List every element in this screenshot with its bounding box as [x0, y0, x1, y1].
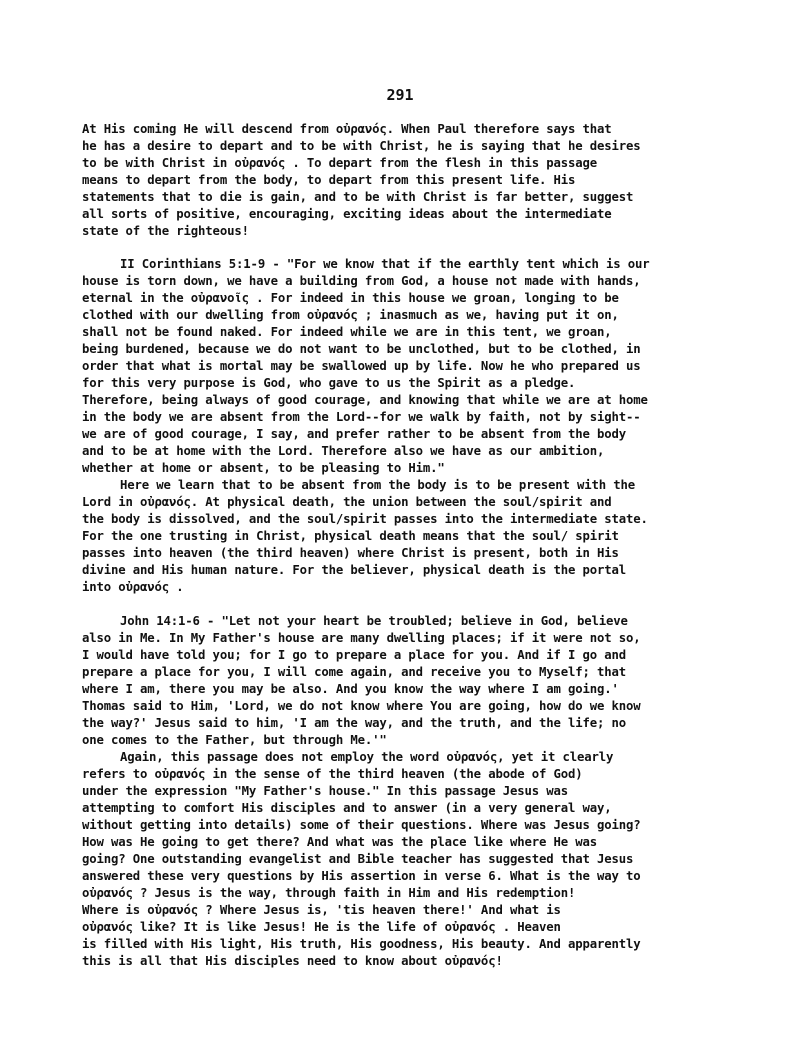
- text-line: house is torn down, we have a building from God, a house not made with hands,: [82, 274, 641, 288]
- paragraph-1: [82, 121, 762, 240]
- text-line: the way?' Jesus said to him, 'I am the way, and the truth, and the life; no: [82, 716, 627, 730]
- text-line: divine and His human nature. For the believer, physical death is the portal: [82, 563, 627, 577]
- text-line: For the one trusting in Christ, physical death means that the soul/ spirit: [82, 529, 619, 543]
- text-line: shall not be found naked. For indeed while we are in this tent, we groan,: [82, 325, 612, 339]
- text-line: Here we learn that to be absent from the body is to be present with the: [120, 478, 635, 492]
- text-line: II Corinthians 5:1-9 - "For we know that if the earthly tent which is our: [120, 257, 650, 271]
- text-line: being burdened, because we do not want to be unclothed, but to be clothed, in: [82, 342, 641, 356]
- text-line: is filled with His light, His truth, His goodness, His beauty. And apparently: [82, 937, 641, 951]
- paragraph-3: [82, 477, 762, 596]
- text-line: where I am, there you may be also. And you know the way where I am going.': [82, 682, 619, 696]
- text-line: in the body we are absent from the Lord--for we walk by faith, not by sight--: [82, 410, 641, 424]
- text-line: into οὐρανός .: [82, 580, 184, 594]
- text-line: Thomas said to Him, 'Lord, we do not know where You are going, how do we know: [82, 699, 641, 713]
- paragraph-2: [82, 256, 762, 477]
- text-line: under the expression "My Father's house." In this passage Jesus was: [82, 784, 568, 798]
- text-line: eternal in the οὐρανοῖς . For indeed in this house we groan, longing to be: [82, 291, 619, 305]
- text-line: statements that to die is gain, and to be with Christ is far better, suggest: [82, 190, 634, 204]
- text-line: state of the righteous!: [82, 224, 249, 238]
- text-line: οὐρανός ? Jesus is the way, through faith in Him and His redemption!: [82, 886, 576, 900]
- text-line: Where is οὐρανός ? Where Jesus is, 'tis heaven there!' And what is: [82, 903, 561, 917]
- text-line: to be with Christ in οὐρανός . To depart from the flesh in this passage: [82, 156, 597, 170]
- text-line: the body is dissolved, and the soul/spirit passes into the intermediate state.: [82, 512, 648, 526]
- text-line: At His coming He will descend from οὐρανός. When Paul therefore says that: [82, 122, 612, 136]
- text-line: whether at home or absent, to be pleasing to Him.": [82, 461, 445, 475]
- text-line: he has a desire to depart and to be with Christ, he is saying that he desires: [82, 139, 641, 153]
- text-line: How was He going to get there? And what was the place like where He was: [82, 835, 597, 849]
- text-line: refers to οὐρανός in the sense of the third heaven (the abode of God): [82, 767, 583, 781]
- text-line: Lord in οὐρανός. At physical death, the union between the soul/spirit and: [82, 495, 612, 509]
- text-line: answered these very questions by His assertion in verse 6. What is the way to: [82, 869, 641, 883]
- text-line: and to be at home with the Lord. Therefore also we have as our ambition,: [82, 444, 605, 458]
- page-number: 291: [386, 86, 414, 104]
- text-line: one comes to the Father, but through Me.'": [82, 733, 387, 747]
- text-line: Therefore, being always of good courage, and knowing that while we are at home: [82, 393, 648, 407]
- text-line: without getting into details) some of their questions. Where was Jesus going?: [82, 818, 641, 832]
- paragraph-4: [82, 613, 762, 749]
- paragraph-5: [82, 749, 762, 970]
- text-line: passes into heaven (the third heaven) where Christ is present, both in His: [82, 546, 619, 560]
- text-line: I would have told you; for I go to prepare a place for you. And if I go and: [82, 648, 627, 662]
- text-line: John 14:1-6 - "Let not your heart be troubled; believe in God, believe: [120, 614, 628, 628]
- text-line: all sorts of positive, encouraging, exciting ideas about the intermediate: [82, 207, 612, 221]
- text-line: this is all that His disciples need to know about οὐρανός!: [82, 954, 503, 968]
- text-line: clothed with our dwelling from οὐρανός ; inasmuch as we, having put it on,: [82, 308, 619, 322]
- text-line: prepare a place for you, I will come again, and receive you to Myself; that: [82, 665, 627, 679]
- text-line: οὐρανός like? It is like Jesus! He is the life of οὐρανός . Heaven: [82, 920, 561, 934]
- text-line: attempting to comfort His disciples and to answer (in a very general way,: [82, 801, 612, 815]
- text-line: means to depart from the body, to depart from this present life. His: [82, 173, 576, 187]
- text-line: going? One outstanding evangelist and Bible teacher has suggested that Jesus: [82, 852, 634, 866]
- text-line: Again, this passage does not employ the word οὐρανός, yet it clearly: [120, 750, 614, 764]
- text-line: for this very purpose is God, who gave to us the Spirit as a pledge.: [82, 376, 576, 390]
- text-line: also in Me. In My Father's house are many dwelling places; if it were not so,: [82, 631, 641, 645]
- text-line: we are of good courage, I say, and prefer rather to be absent from the body: [82, 427, 627, 441]
- text-line: order that what is mortal may be swallowed up by life. Now he who prepared us: [82, 359, 641, 373]
